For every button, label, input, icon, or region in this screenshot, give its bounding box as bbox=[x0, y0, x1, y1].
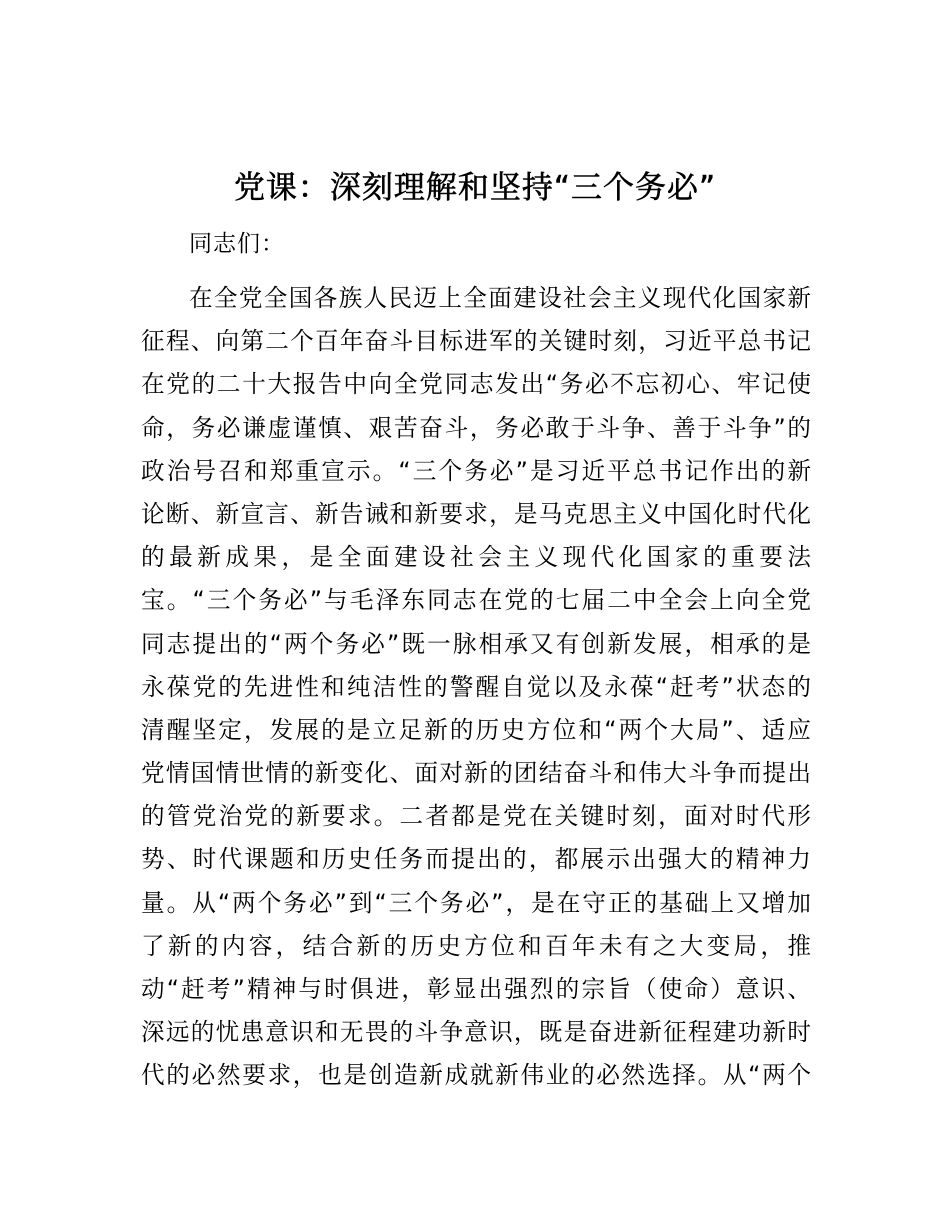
greeting: 同志们： bbox=[189, 231, 285, 257]
paragraph-line: 量。从“两个务必”到“三个务必”，是在守正的基础上又增加 bbox=[141, 888, 811, 917]
paragraph-line: 动“赶考”精神与时俱进，彰显出强烈的宗旨（使命）意识、 bbox=[141, 975, 811, 1003]
paragraph-line: 政治号召和郑重宣示。“三个务必”是习近平总书记作出的新 bbox=[141, 456, 811, 485]
paragraph-line: 同志提出的“两个务必”既一脉相承又有创新发展，相承的是 bbox=[141, 629, 811, 658]
paragraph-line: 势、时代课题和历史任务而提出的，都展示出强大的精神力 bbox=[141, 845, 811, 874]
paragraph-line: 了新的内容，结合新的历史方位和百年未有之大变局，推 bbox=[141, 931, 811, 960]
paragraph-line: 命，务必谦虚谨慎、艰苦奋斗，务必敢于斗争、善于斗争”的 bbox=[141, 413, 811, 442]
paragraph-line: 论断、新宣言、新告诫和新要求，是马克思主义中国化时代化 bbox=[141, 499, 811, 528]
paragraph-line: 在党的二十大报告中向全党同志发出“务必不忘初心、牢记使 bbox=[141, 370, 811, 399]
paragraph-line: 的管党治党的新要求。二者都是党在关键时刻，面对时代形 bbox=[141, 802, 811, 831]
paragraph-line: 征程、向第二个百年奋斗目标进军的关键时刻，习近平总书记 bbox=[141, 327, 811, 356]
document-title: 党课：深刻理解和坚持“三个务必” bbox=[233, 170, 717, 206]
paragraph-line: 清醒坚定，发展的是立足新的历史方位和“两个大局”、适应 bbox=[141, 715, 811, 744]
body-paragraph bbox=[141, 277, 811, 1098]
paragraph-line: 宝。“三个务必”与毛泽东同志在党的七届二中全会上向全党 bbox=[141, 586, 811, 615]
paragraph-line: 在全党全国各族人民迈上全面建设社会主义现代化国家新 bbox=[189, 284, 811, 312]
paragraph-line: 深远的忧患意识和无畏的斗争意识，既是奋进新征程建功新时 bbox=[141, 1018, 811, 1047]
paragraph-line: 的最新成果，是全面建设社会主义现代化国家的重要法 bbox=[141, 543, 811, 572]
paragraph-line: 代的必然要求，也是创造新成就新伟业的必然选择。从“两个 bbox=[141, 1061, 811, 1090]
paragraph-line: 党情国情世情的新变化、面对新的团结奋斗和伟大斗争而提出 bbox=[141, 759, 811, 788]
paragraph-line: 永葆党的先进性和纯洁性的警醒自觉以及永葆“赶考”状态的 bbox=[141, 672, 811, 701]
